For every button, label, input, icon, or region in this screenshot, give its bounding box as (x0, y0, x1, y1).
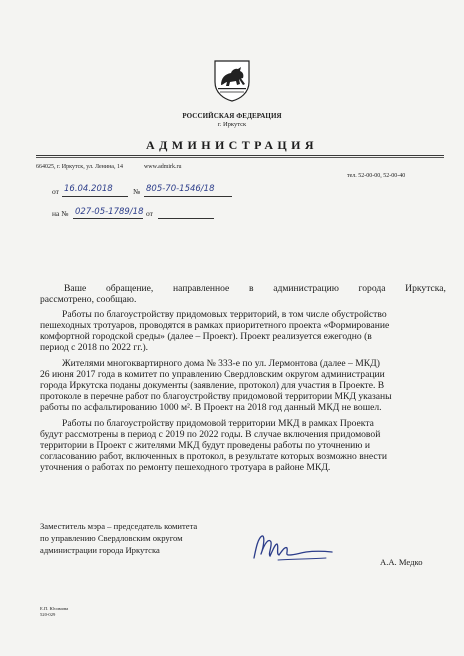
paragraph-2-line-3: комфортной городской среды» (далее – Проект). Проект реализуется ежегодно (в (40, 331, 372, 342)
word: Ваше (64, 283, 87, 294)
phone-numbers: тел. 52-00-00, 52-00-40 (347, 173, 406, 179)
word: направленное (172, 283, 230, 294)
paragraph-3-line-1: Жителями многоквартирного дома № 333-е по ул. Лермонтова (далее – МКД) (62, 358, 380, 369)
website-link[interactable]: www.admirk.ru (143, 164, 182, 170)
paragraph-2-line-1: Работы по благоустройству придомовых территорий, в том числе обустройство (62, 309, 387, 320)
paragraph-4-line-4: согласованию работ, включенных в протокол, в результате которых возможно внести (40, 451, 387, 462)
coat-of-arms-icon (212, 58, 252, 102)
executor-name: Е.П. Юсимова (40, 606, 69, 611)
paragraph-2-line-2: пешеходных тротуаров, проводятся в рамках приоритетного проекта «Формирование (40, 320, 390, 331)
paragraph-1-line-2: рассмотрено, сообщаю. (40, 294, 137, 305)
reply-to-label: на № (52, 209, 69, 218)
paragraph-4-line-2: будут рассмотрены в период с 2019 по 2022 годы. В случае включения придомовой (40, 429, 381, 440)
word: города (358, 283, 386, 294)
date-label: от (52, 187, 59, 196)
header-rule (36, 155, 444, 156)
reply-date-line (158, 218, 214, 219)
paragraph-3-line-5: работы по асфальтированию 1000 м². В Проект на 2018 год данный МКД не вошел. (40, 402, 382, 413)
reply-number-line (73, 218, 143, 219)
paragraph-3-line-4: протоколе в перечне работ по благоустройству придомовой территории МКД указаны (40, 391, 392, 402)
city-name: г. Иркутск (217, 121, 247, 128)
paragraph-3-line-2: 26 июня 2017 года в комитет по управлению Свердловским округом администрации (40, 369, 385, 380)
incoming-number: 027-05-1789/18 (75, 207, 144, 217)
paragraph-4-line-3: территории в Проект с жителями МКД будут проведены работы по уточнению и (40, 440, 370, 451)
word: Иркутска, (405, 283, 446, 294)
executor-phone: 520-029 (40, 612, 56, 617)
number-line (144, 196, 232, 197)
paragraph-2-line-4: период с 2018 по 2022 гг.). (40, 342, 149, 353)
signatory-position-line-3: администрации города Иркутска (40, 545, 160, 555)
paragraph-4-line-5: уточнения о работах по ремонту пешеходного тротуара в районе МКД. (40, 462, 331, 473)
word: администрацию (273, 283, 339, 294)
paragraph-3-line-3: города Иркутска поданы документы (заявление, протокол) для участия в Проекте. В (40, 380, 385, 391)
handwritten-signature (248, 530, 338, 566)
reply-date-label: от (146, 209, 153, 218)
signatory-position-line-2: по управлению Свердловским округом (40, 533, 183, 543)
organization-title: АДМИНИСТРАЦИЯ (146, 138, 318, 152)
address-line (36, 164, 182, 170)
signatory-position-line-1: Заместитель мэра – председатель комитета (40, 521, 198, 531)
word: в (249, 283, 254, 294)
paragraph-4-line-1: Работы по благоустройству придомовой территории МКД в рамках Проекта (62, 418, 374, 429)
outgoing-number: 805-70-1546/18 (146, 184, 215, 194)
number-label: № (133, 187, 141, 196)
signatory-name: А.А. Медко (380, 557, 423, 567)
date-line (62, 196, 128, 197)
header-rule-thin (36, 157, 444, 158)
postal-address: 664025, г. Иркутск, ул. Ленина, 14 (36, 164, 123, 170)
country-name: РОССИЙСКАЯ ФЕДЕРАЦИЯ (182, 112, 282, 120)
paragraph-1-line-1 (64, 284, 446, 294)
outgoing-date: 16.04.2018 (64, 184, 113, 194)
word: обращение, (105, 283, 154, 294)
